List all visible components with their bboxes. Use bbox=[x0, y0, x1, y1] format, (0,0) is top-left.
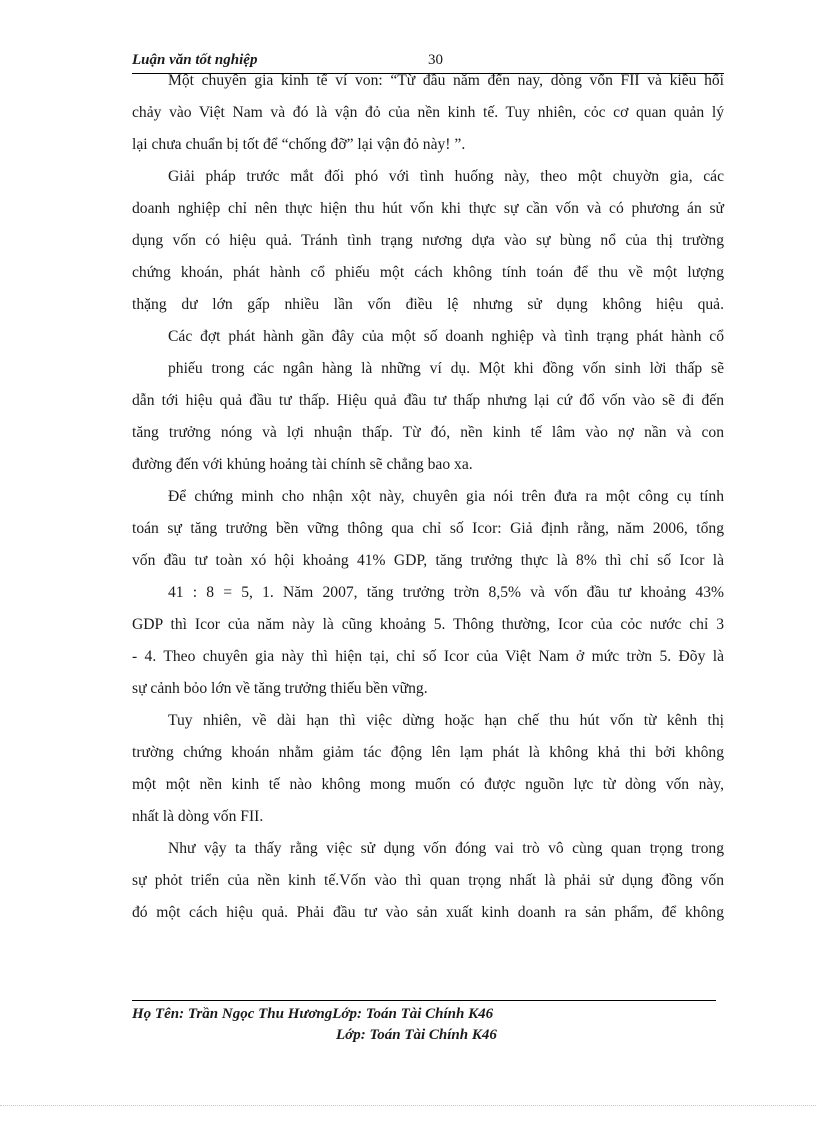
text-line: dụng vốn có hiệu quả. Tránh tình trạng nương dựa vào sự bùng nổ của thị trường bbox=[132, 232, 724, 249]
text-line: tăng trưởng nóng và lợi nhuận thấp. Từ đó, nền kinh tế lâm vào nợ nần và con bbox=[132, 424, 724, 441]
text-line: chảy vào Việt Nam và đó là vận đỏ của nền kinh tế. Tuy nhiên, cỏc cơ quan quản lý bbox=[132, 104, 724, 121]
text-line: đó một cách hiệu quả. Phải đầu tư vào sản xuất kinh doanh ra sản phẩm, để không bbox=[132, 904, 724, 921]
text-line: toán sự tăng trưởng bền vững thông qua chỉ số Icor: Giả định rằng, năm 2006, tổng bbox=[132, 520, 724, 537]
text-line: Giải pháp trước mắt đối phó với tình huống này, theo một chuyờn gia, các bbox=[168, 168, 724, 185]
text-line: GDP thì Icor của năm này là cũng khoảng 5. Thông thường, Icor của cỏc nước chỉ 3 bbox=[132, 616, 724, 633]
paragraph bbox=[132, 481, 724, 705]
document-body bbox=[132, 65, 724, 929]
text-line: trường chứng khoán nhằm giảm tác động lên lạm phát là không khả thi bởi không bbox=[132, 744, 724, 761]
paragraph bbox=[132, 705, 724, 833]
paragraph bbox=[132, 833, 724, 929]
page-bottom-edge bbox=[0, 1105, 816, 1106]
text-line: lại chưa chuẩn bị tốt để “chống đỡ” lại vận đỏ này! ”. bbox=[132, 136, 466, 153]
text-line: đường đến với khủng hoảng tài chính sẽ chẳng bao xa. bbox=[132, 456, 473, 473]
text-line: nhất là dòng vốn FII. bbox=[132, 808, 264, 825]
text-line: chứng khoán, phát hành cổ phiếu một cách không tính toán để thu về một lượng bbox=[132, 264, 724, 281]
footer-author: Họ Tên: Trần Ngọc Thu HươngLớp: Toán Tài Chính K46 bbox=[132, 1006, 494, 1022]
text-line: Tuy nhiên, về dài hạn thì việc dừng hoặc hạn chế thu hút vốn từ kênh thị bbox=[168, 712, 724, 729]
text-line: Như vậy ta thấy rằng việc sử dụng vốn đóng vai trò vô cùng quan trọng trong bbox=[168, 840, 724, 857]
text-line: 41 : 8 = 5, 1. Năm 2007, tăng trưởng trờn 8,5% và vốn đầu tư khoảng 43% bbox=[168, 584, 724, 601]
footer-class: Lớp: Toán Tài Chính K46 bbox=[336, 1027, 497, 1043]
text-line: sự cảnh bỏo lớn về tăng trưởng thiếu bền vững. bbox=[132, 680, 428, 697]
text-line: Các đợt phát hành gần đây của một số doanh nghiệp và tình trạng phát hành cổ bbox=[168, 328, 724, 345]
paragraph bbox=[132, 321, 724, 481]
footer-divider bbox=[132, 1000, 716, 1001]
page-number: 30 bbox=[428, 52, 443, 68]
text-line: - 4. Theo chuyên gia này thì hiện tại, chỉ số Icor của Việt Nam ở mức trờn 5. Đõy là bbox=[132, 648, 724, 665]
text-line: vốn đầu tư toàn xó hội khoảng 41% GDP, tăng trưởng thực là 8% thì chỉ số Icor là bbox=[132, 552, 724, 569]
text-line: một một nền kinh tế nào không mong muốn có được nguồn lực từ dòng vốn này, bbox=[132, 776, 724, 793]
text-line: doanh nghiệp chỉ nên thực hiện thu hút vốn khi thực sự cần vốn và có phương án sử bbox=[132, 200, 724, 217]
text-line: Để chứng minh cho nhận xột này, chuyên gia nói trên đưa ra một công cụ tính bbox=[168, 488, 724, 505]
paragraph bbox=[132, 65, 724, 161]
text-line: Một chuyên gia kinh tế ví von: “Từ đầu năm đến nay, dòng vốn FII và kiều hối bbox=[168, 72, 724, 89]
paragraph bbox=[132, 161, 724, 321]
header-title: Luận văn tốt nghiệp bbox=[132, 52, 258, 68]
text-line: phiếu trong các ngân hàng là những ví dụ. Một khi đồng vốn sinh lời thấp sẽ bbox=[168, 360, 724, 377]
text-line: dẫn tới hiệu quả đầu tư thấp. Hiệu quả đầu tư thấp nhưng lại cứ đổ vốn vào sẽ đi đến bbox=[132, 392, 724, 409]
text-line: sự phỏt triển của nền kinh tế.Vốn vào thì quan trọng nhất là phải sử dụng đồng vốn bbox=[132, 872, 724, 889]
text-line: thặng dư lớn gấp nhiều lần vốn điều lệ nhưng sử dụng không hiệu quả. bbox=[132, 296, 724, 313]
